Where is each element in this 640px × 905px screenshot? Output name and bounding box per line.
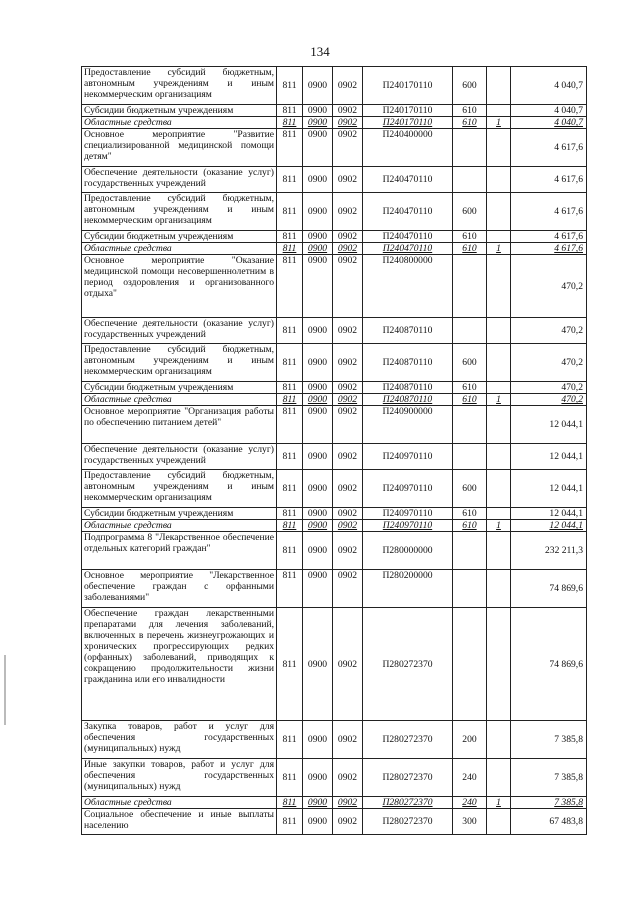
row-name-cell: Предоставление субсидий бюджетным, автономным учреждениям и иным некоммерческим организациям: [82, 67, 277, 105]
row-vr-cell: 610: [453, 394, 487, 406]
row-rz-cell: 0900: [303, 406, 333, 444]
row-pr-cell: 0902: [333, 406, 363, 444]
row-amount-cell: 470,2: [511, 382, 587, 394]
row-pr-cell: 0902: [333, 344, 363, 382]
row-src-cell: 1: [487, 117, 511, 129]
row-cs-cell: П240170110: [363, 117, 453, 129]
row-rz-cell: 0900: [303, 570, 333, 608]
row-name-cell: Областные средства: [82, 117, 277, 129]
row-name-cell: Социальное обеспечение и иные выплаты населению: [82, 809, 277, 835]
row-cs-cell: П240870110: [363, 318, 453, 344]
row-name-cell: Субсидии бюджетным учреждениям: [82, 508, 277, 520]
row-rz-cell: 0900: [303, 382, 333, 394]
row-pr-cell: 0902: [333, 520, 363, 532]
row-rz-cell: 0900: [303, 117, 333, 129]
table-row: [82, 508, 587, 520]
row-amount-cell: 67 483,8: [511, 809, 587, 835]
row-name-cell: Предоставление субсидий бюджетным, автономным учреждениям и иным некоммерческим организациям: [82, 470, 277, 508]
row-src-cell: [487, 608, 511, 721]
row-name-cell: Основное мероприятие "Оказание медицинской помощи несовершеннолетним в период оздоровления и организованного отдыха": [82, 255, 277, 318]
row-cs-cell: П240970110: [363, 470, 453, 508]
row-pr-cell: 0902: [333, 117, 363, 129]
table-row: [82, 344, 587, 382]
row-gr-cell: 811: [277, 809, 303, 835]
row-gr-cell: 811: [277, 129, 303, 167]
row-rz-cell: 0900: [303, 129, 333, 167]
table-row: [82, 243, 587, 255]
table-row: [82, 520, 587, 532]
row-pr-cell: 0902: [333, 243, 363, 255]
row-rz-cell: 0900: [303, 444, 333, 470]
row-rz-cell: 0900: [303, 167, 333, 193]
row-amount-cell: 4 040,7: [511, 105, 587, 117]
row-src-cell: [487, 129, 511, 167]
row-vr-cell: 610: [453, 243, 487, 255]
row-vr-cell: 240: [453, 797, 487, 809]
row-gr-cell: 811: [277, 532, 303, 570]
row-name-cell: Обеспечение граждан лекарственными препаратами для лечения заболеваний, включенных в перечень жизнеугрожающих и хронических прогрессирующих редких (орфанных) заболеваний, приводящих к сокращению продолжительности жизни гражданина или его инвалидности: [82, 608, 277, 721]
budget-table: [81, 66, 587, 835]
row-cs-cell: П240870110: [363, 344, 453, 382]
row-rz-cell: 0900: [303, 608, 333, 721]
row-src-cell: [487, 167, 511, 193]
row-cs-cell: П280272370: [363, 759, 453, 797]
row-gr-cell: 811: [277, 318, 303, 344]
row-cs-cell: П240970110: [363, 508, 453, 520]
row-src-cell: [487, 344, 511, 382]
row-gr-cell: 811: [277, 608, 303, 721]
row-amount-cell: 7 385,8: [511, 721, 587, 759]
row-gr-cell: 811: [277, 167, 303, 193]
row-gr-cell: 811: [277, 231, 303, 243]
row-name-cell: Обеспечение деятельности (оказание услуг) государственных учреждений: [82, 318, 277, 344]
row-gr-cell: 811: [277, 382, 303, 394]
row-gr-cell: 811: [277, 105, 303, 117]
row-gr-cell: 811: [277, 508, 303, 520]
row-rz-cell: 0900: [303, 318, 333, 344]
row-vr-cell: [453, 255, 487, 318]
row-pr-cell: 0902: [333, 382, 363, 394]
row-gr-cell: 811: [277, 470, 303, 508]
row-amount-cell: 74 869,6: [511, 570, 587, 608]
row-gr-cell: 811: [277, 797, 303, 809]
table-row: [82, 759, 587, 797]
row-src-cell: [487, 470, 511, 508]
row-gr-cell: 811: [277, 570, 303, 608]
table-row: [82, 193, 587, 231]
table-row: [82, 570, 587, 608]
row-src-cell: 1: [487, 797, 511, 809]
table-row: [82, 797, 587, 809]
row-amount-cell: 4 040,7: [511, 117, 587, 129]
row-amount-cell: 74 869,6: [511, 608, 587, 721]
table-row: [82, 255, 587, 318]
row-rz-cell: 0900: [303, 721, 333, 759]
row-cs-cell: П240900000: [363, 406, 453, 444]
row-vr-cell: 610: [453, 117, 487, 129]
page-number: 134: [310, 44, 330, 59]
row-cs-cell: П240470110: [363, 243, 453, 255]
table-row: [82, 470, 587, 508]
row-cs-cell: П240970110: [363, 520, 453, 532]
row-amount-cell: 4 040,7: [511, 67, 587, 105]
row-cs-cell: П240470110: [363, 193, 453, 231]
row-pr-cell: 0902: [333, 167, 363, 193]
row-cs-cell: П280272370: [363, 721, 453, 759]
row-rz-cell: 0900: [303, 67, 333, 105]
table-row: [82, 382, 587, 394]
row-pr-cell: 0902: [333, 444, 363, 470]
table-row: [82, 167, 587, 193]
row-pr-cell: 0902: [333, 231, 363, 243]
row-vr-cell: 610: [453, 382, 487, 394]
row-src-cell: [487, 231, 511, 243]
row-vr-cell: [453, 129, 487, 167]
row-name-cell: Основное мероприятие "Лекарственное обеспечение граждан с орфанными заболеваниями": [82, 570, 277, 608]
row-vr-cell: [453, 167, 487, 193]
row-pr-cell: 0902: [333, 129, 363, 167]
row-vr-cell: 300: [453, 809, 487, 835]
row-cs-cell: П240470110: [363, 167, 453, 193]
row-gr-cell: 811: [277, 759, 303, 797]
row-gr-cell: 811: [277, 394, 303, 406]
row-pr-cell: 0902: [333, 721, 363, 759]
row-src-cell: [487, 382, 511, 394]
row-name-cell: Подпрограмма 8 "Лекарственное обеспечение отдельных категорий граждан": [82, 532, 277, 570]
row-cs-cell: П240400000: [363, 129, 453, 167]
row-rz-cell: 0900: [303, 532, 333, 570]
row-gr-cell: 811: [277, 117, 303, 129]
row-vr-cell: 600: [453, 67, 487, 105]
row-vr-cell: [453, 608, 487, 721]
row-rz-cell: 0900: [303, 193, 333, 231]
row-rz-cell: 0900: [303, 759, 333, 797]
row-src-cell: [487, 532, 511, 570]
row-rz-cell: 0900: [303, 243, 333, 255]
row-amount-cell: 4 617,6: [511, 231, 587, 243]
row-src-cell: 1: [487, 394, 511, 406]
row-name-cell: Субсидии бюджетным учреждениям: [82, 105, 277, 117]
row-amount-cell: 12 044,1: [511, 470, 587, 508]
row-name-cell: Основное мероприятие "Развитие специализированной медицинской помощи детям": [82, 129, 277, 167]
row-rz-cell: 0900: [303, 508, 333, 520]
row-vr-cell: 240: [453, 759, 487, 797]
row-src-cell: [487, 444, 511, 470]
row-vr-cell: 610: [453, 105, 487, 117]
row-src-cell: [487, 255, 511, 318]
row-name-cell: Областные средства: [82, 520, 277, 532]
row-amount-cell: 470,2: [511, 318, 587, 344]
row-cs-cell: П280000000: [363, 532, 453, 570]
row-pr-cell: 0902: [333, 759, 363, 797]
row-name-cell: Субсидии бюджетным учреждениям: [82, 231, 277, 243]
row-pr-cell: 0902: [333, 255, 363, 318]
row-gr-cell: 811: [277, 193, 303, 231]
row-pr-cell: 0902: [333, 532, 363, 570]
row-name-cell: Предоставление субсидий бюджетным, автономным учреждениям и иным некоммерческим организациям: [82, 344, 277, 382]
row-rz-cell: 0900: [303, 255, 333, 318]
table-row: [82, 394, 587, 406]
row-src-cell: [487, 406, 511, 444]
row-cs-cell: П240470110: [363, 231, 453, 243]
row-cs-cell: П280272370: [363, 809, 453, 835]
row-vr-cell: 610: [453, 508, 487, 520]
row-cs-cell: П280272370: [363, 797, 453, 809]
row-pr-cell: 0902: [333, 470, 363, 508]
row-rz-cell: 0900: [303, 231, 333, 243]
row-src-cell: [487, 105, 511, 117]
table-row: [82, 608, 587, 721]
row-cs-cell: П240170110: [363, 67, 453, 105]
row-name-cell: Областные средства: [82, 243, 277, 255]
row-amount-cell: 12 044,1: [511, 444, 587, 470]
row-amount-cell: 470,2: [511, 394, 587, 406]
row-vr-cell: [453, 532, 487, 570]
row-amount-cell: 7 385,8: [511, 797, 587, 809]
row-pr-cell: 0902: [333, 608, 363, 721]
row-cs-cell: П280272370: [363, 608, 453, 721]
row-rz-cell: 0900: [303, 520, 333, 532]
row-vr-cell: 600: [453, 470, 487, 508]
row-cs-cell: П240800000: [363, 255, 453, 318]
row-amount-cell: 232 211,3: [511, 532, 587, 570]
row-src-cell: [487, 759, 511, 797]
row-pr-cell: 0902: [333, 67, 363, 105]
row-rz-cell: 0900: [303, 105, 333, 117]
row-pr-cell: 0902: [333, 809, 363, 835]
row-gr-cell: 811: [277, 406, 303, 444]
row-vr-cell: [453, 570, 487, 608]
row-name-cell: Основное мероприятие "Организация работы по обеспечению питанием детей": [82, 406, 277, 444]
row-src-cell: 1: [487, 243, 511, 255]
table-row: [82, 809, 587, 835]
row-amount-cell: 4 617,6: [511, 167, 587, 193]
row-cs-cell: П280200000: [363, 570, 453, 608]
row-gr-cell: 811: [277, 721, 303, 759]
row-vr-cell: 610: [453, 231, 487, 243]
row-name-cell: Обеспечение деятельности (оказание услуг) государственных учреждений: [82, 444, 277, 470]
row-amount-cell: 470,2: [511, 255, 587, 318]
row-vr-cell: [453, 318, 487, 344]
row-gr-cell: 811: [277, 255, 303, 318]
row-src-cell: [487, 809, 511, 835]
table-row: [82, 406, 587, 444]
row-name-cell: Областные средства: [82, 797, 277, 809]
row-name-cell: Областные средства: [82, 394, 277, 406]
row-gr-cell: 811: [277, 520, 303, 532]
row-cs-cell: П240870110: [363, 394, 453, 406]
row-pr-cell: 0902: [333, 797, 363, 809]
row-gr-cell: 811: [277, 243, 303, 255]
row-pr-cell: 0902: [333, 508, 363, 520]
row-amount-cell: 4 617,6: [511, 193, 587, 231]
row-amount-cell: 12 044,1: [511, 508, 587, 520]
row-pr-cell: 0902: [333, 394, 363, 406]
table-row: [82, 532, 587, 570]
row-amount-cell: 12 044,1: [511, 520, 587, 532]
row-src-cell: [487, 721, 511, 759]
row-vr-cell: [453, 444, 487, 470]
row-amount-cell: 470,2: [511, 344, 587, 382]
row-vr-cell: [453, 406, 487, 444]
row-src-cell: [487, 67, 511, 105]
row-amount-cell: 4 617,6: [511, 243, 587, 255]
row-name-cell: Обеспечение деятельности (оказание услуг) государственных учреждений: [82, 167, 277, 193]
row-src-cell: [487, 508, 511, 520]
table-row: [82, 721, 587, 759]
table-row: [82, 129, 587, 167]
row-cs-cell: П240970110: [363, 444, 453, 470]
row-rz-cell: 0900: [303, 470, 333, 508]
row-amount-cell: 7 385,8: [511, 759, 587, 797]
table-row: [82, 117, 587, 129]
row-src-cell: [487, 570, 511, 608]
row-vr-cell: 600: [453, 344, 487, 382]
row-rz-cell: 0900: [303, 394, 333, 406]
row-name-cell: Предоставление субсидий бюджетным, автономным учреждениям и иным некоммерческим организациям: [82, 193, 277, 231]
row-pr-cell: 0902: [333, 318, 363, 344]
row-pr-cell: 0902: [333, 193, 363, 231]
row-rz-cell: 0900: [303, 344, 333, 382]
row-vr-cell: 200: [453, 721, 487, 759]
row-gr-cell: 811: [277, 67, 303, 105]
table-row: [82, 231, 587, 243]
row-vr-cell: 610: [453, 520, 487, 532]
table-row: [82, 67, 587, 105]
row-vr-cell: 600: [453, 193, 487, 231]
table-body: [82, 67, 587, 835]
row-gr-cell: 811: [277, 344, 303, 382]
row-src-cell: [487, 193, 511, 231]
scan-edge-mark: [4, 655, 6, 725]
row-rz-cell: 0900: [303, 809, 333, 835]
row-gr-cell: 811: [277, 444, 303, 470]
row-name-cell: Субсидии бюджетным учреждениям: [82, 382, 277, 394]
table-row: [82, 318, 587, 344]
row-name-cell: Закупка товаров, работ и услуг для обеспечения государственных (муниципальных) нужд: [82, 721, 277, 759]
table-row: [82, 444, 587, 470]
row-pr-cell: 0902: [333, 105, 363, 117]
row-amount-cell: 4 617,6: [511, 129, 587, 167]
row-cs-cell: П240870110: [363, 382, 453, 394]
row-src-cell: [487, 318, 511, 344]
row-rz-cell: 0900: [303, 797, 333, 809]
row-name-cell: Иные закупки товаров, работ и услуг для обеспечения государственных (муниципальных) нужд: [82, 759, 277, 797]
row-src-cell: 1: [487, 520, 511, 532]
row-pr-cell: 0902: [333, 570, 363, 608]
row-cs-cell: П240170110: [363, 105, 453, 117]
table-row: [82, 105, 587, 117]
row-amount-cell: 12 044,1: [511, 406, 587, 444]
